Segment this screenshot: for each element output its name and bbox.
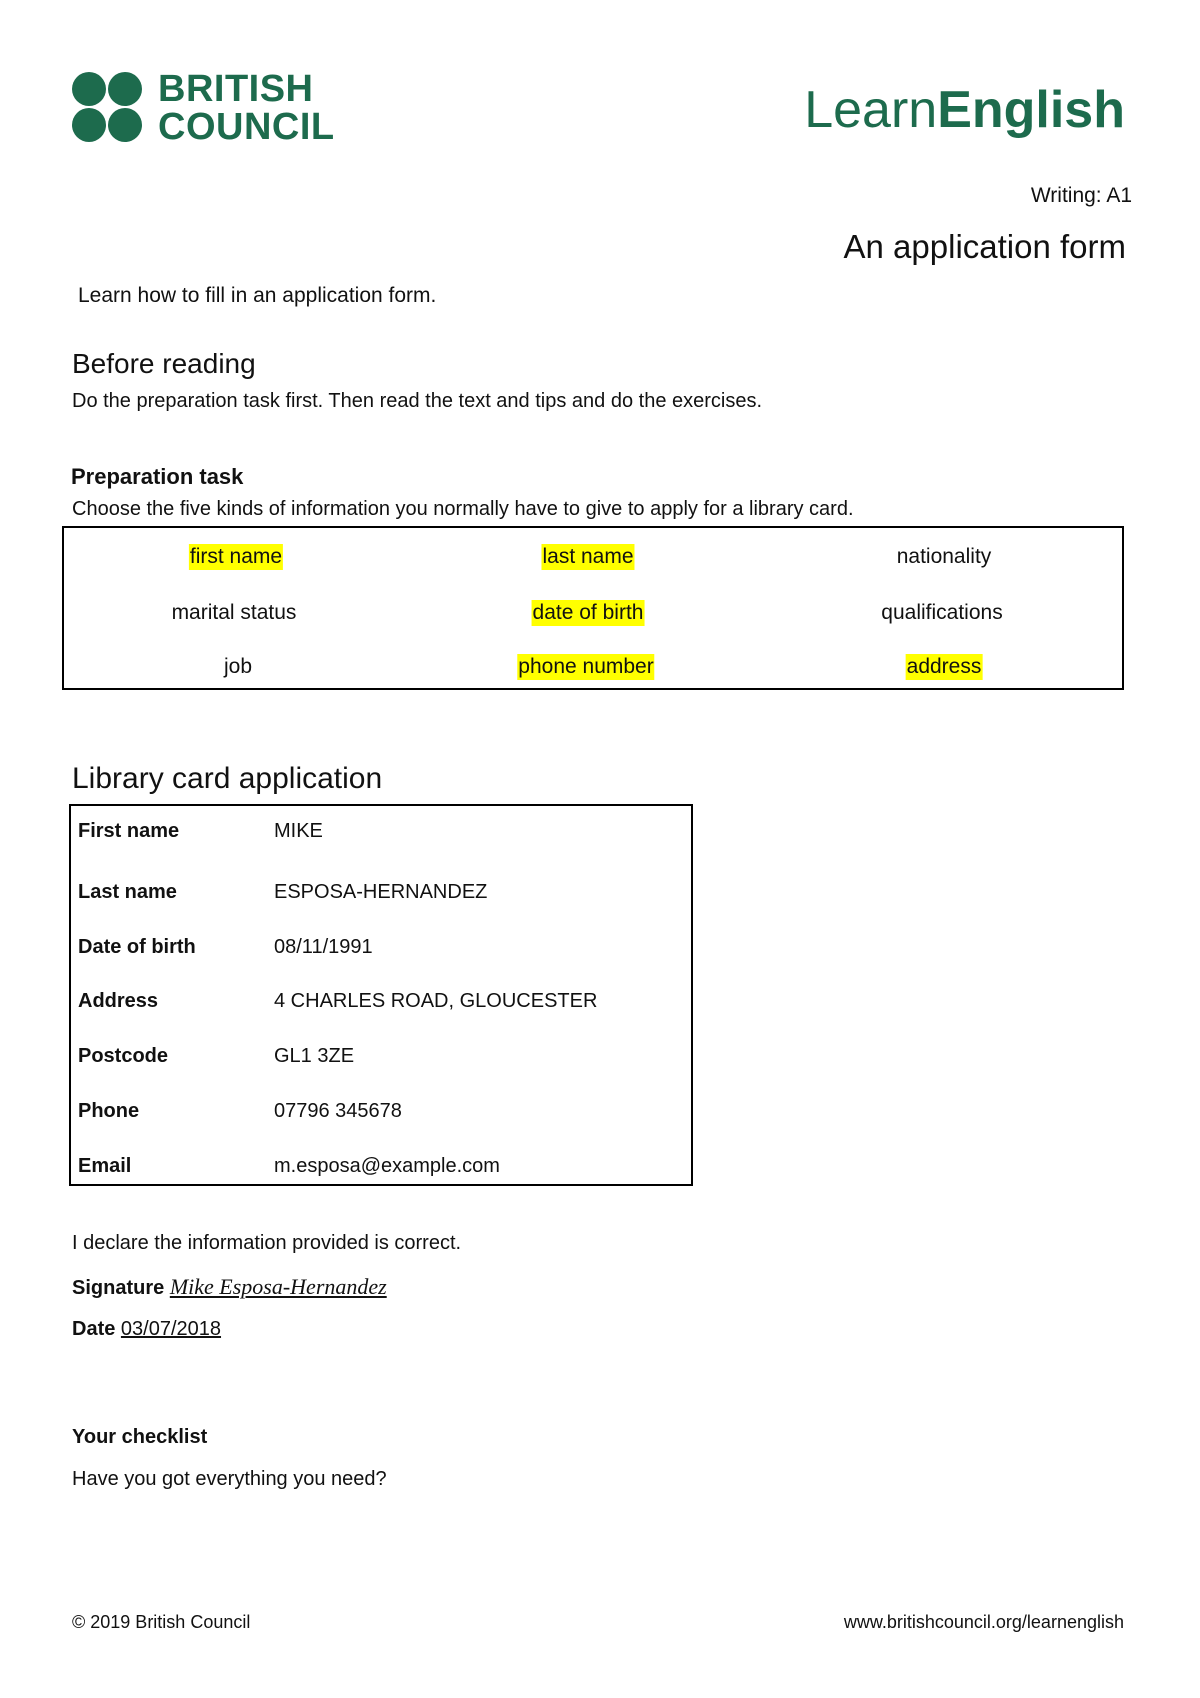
date-value: 03/07/2018 bbox=[120, 1318, 222, 1340]
option-date-of-birth: date of birth bbox=[532, 601, 644, 624]
footer-url[interactable]: www.britishcouncil.org/learnenglish bbox=[843, 1612, 1124, 1632]
signature-line bbox=[72, 1274, 387, 1300]
checklist-question: Have you got everything you need? bbox=[72, 1468, 387, 1490]
intro-text: Learn how to fill in an application form. bbox=[78, 284, 437, 307]
checklist-heading: Your checklist bbox=[72, 1426, 208, 1448]
option-phone-number: phone number bbox=[518, 655, 654, 678]
form-label-date-of-birth: Date of birth bbox=[78, 936, 196, 958]
library-card-heading: Library card application bbox=[72, 762, 383, 795]
level-label: Writing: A1 bbox=[1030, 184, 1132, 207]
page-title: An application form bbox=[843, 228, 1126, 265]
option-marital-status: marital status bbox=[171, 601, 297, 624]
form-value-date-of-birth: 08/11/1991 bbox=[274, 936, 373, 958]
form-label-email: Email bbox=[78, 1155, 132, 1177]
form-label-first-name: First name bbox=[78, 820, 180, 842]
preparation-task-heading: Preparation task bbox=[71, 464, 244, 489]
date-label: Date bbox=[72, 1318, 116, 1340]
preparation-options-box bbox=[62, 526, 1124, 690]
learnenglish-logo: LearnEnglish bbox=[804, 81, 1125, 139]
form-value-postcode: GL1 3ZE bbox=[274, 1045, 355, 1067]
form-value-last-name: ESPOSA-HERNANDEZ bbox=[274, 881, 488, 903]
british-council-wordmark: BRITISH COUNCIL bbox=[158, 68, 335, 148]
form-value-phone: 07796 345678 bbox=[274, 1100, 402, 1122]
form-label-last-name: Last name bbox=[78, 881, 177, 903]
british-council-logo bbox=[72, 70, 342, 150]
option-qualifications: qualifications bbox=[881, 601, 1003, 624]
preparation-task-instruction: Choose the five kinds of information you normally have to give to apply for a library card. bbox=[72, 498, 854, 520]
form-label-address: Address bbox=[78, 990, 159, 1012]
footer-copyright: © 2019 British Council bbox=[72, 1612, 251, 1632]
library-card-form bbox=[69, 804, 693, 1186]
option-job: job bbox=[223, 655, 253, 678]
option-first-name: first name bbox=[189, 545, 283, 568]
british-council-dots-icon bbox=[72, 72, 144, 144]
before-reading-heading: Before reading bbox=[72, 348, 256, 379]
form-label-postcode: Postcode bbox=[78, 1045, 169, 1067]
declaration-text: I declare the information provided is correct. bbox=[72, 1232, 462, 1254]
signature-value: Mike Esposa-Hernandez bbox=[169, 1274, 387, 1299]
date-line bbox=[72, 1318, 221, 1341]
form-value-first-name: MIKE bbox=[274, 820, 323, 842]
before-reading-text: Do the preparation task first. Then read the text and tips and do the exercises. bbox=[72, 390, 763, 412]
form-label-phone: Phone bbox=[78, 1100, 140, 1122]
form-value-email: m.esposa@example.com bbox=[274, 1155, 500, 1177]
option-last-name: last name bbox=[542, 545, 634, 568]
form-value-address: 4 CHARLES ROAD, GLOUCESTER bbox=[274, 990, 598, 1012]
signature-label: Signature bbox=[72, 1277, 165, 1299]
option-address: address bbox=[906, 655, 982, 678]
option-nationality: nationality bbox=[896, 545, 992, 568]
